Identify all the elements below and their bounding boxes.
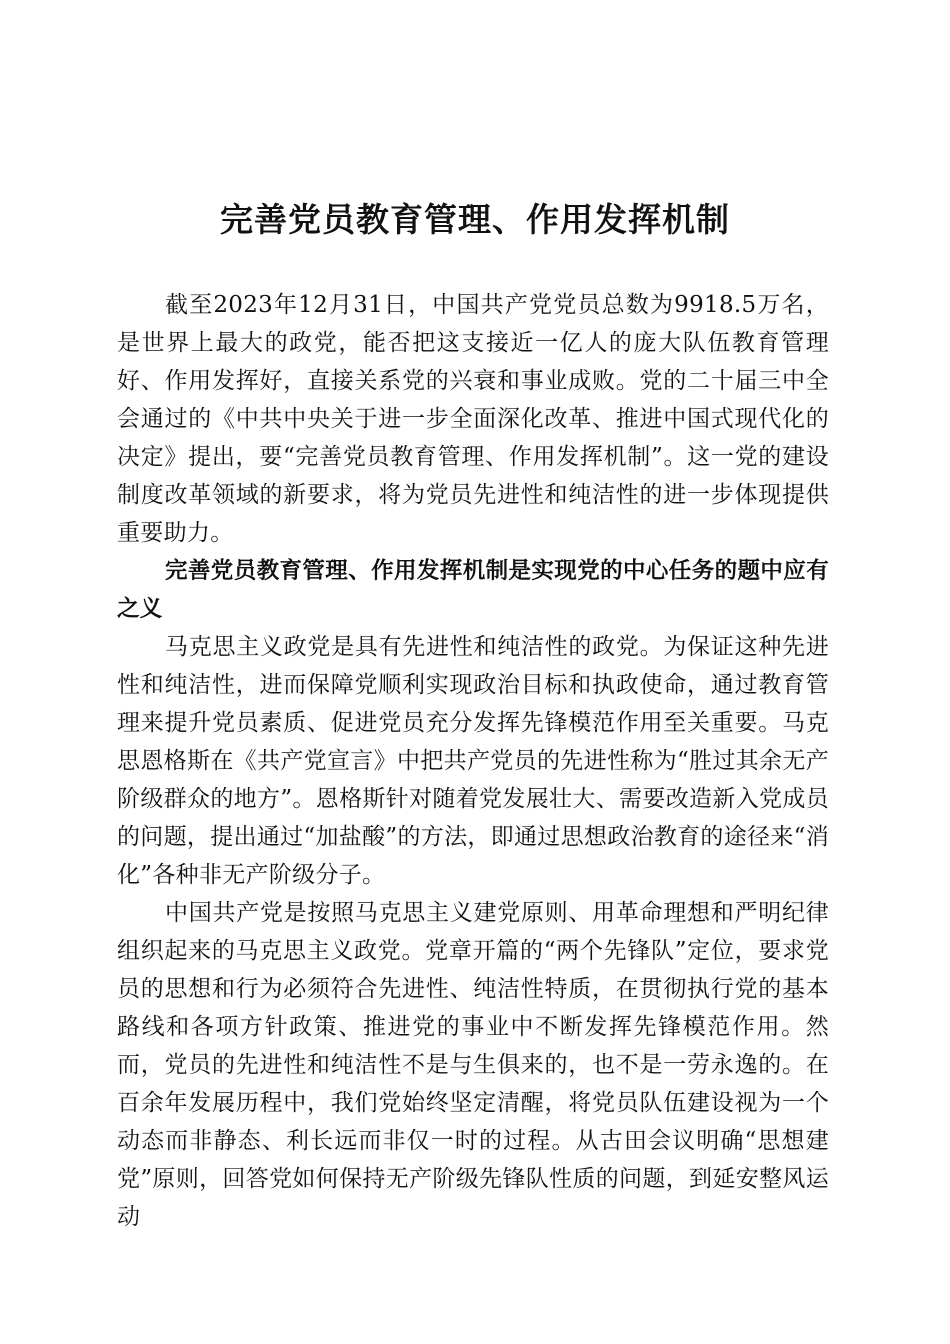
paragraph-marxist-party: 马克思主义政党是具有先进性和纯洁性的政党。为保证这种先进性和纯洁性，进而保障党顺利实现政治目标和执政使命，通过教育管理来提升党员素质、促进党员充分发挥先锋模范作用至关重要。马克思恩格斯在《共产党宣言》中把共产党员的先进性称为“胜过其余无产阶级群众的地方”。恩格斯针对随着党发展壮大、需要改造新入党成员的问题，提出通过“加盐酸”的方法，即通过思想政治教育的途径来“消化”各种非无产阶级分子。	[117, 634, 829, 888]
section-heading: 完善党员教育管理、作用发挥机制是实现党的中心任务的题中应有之义	[117, 558, 829, 622]
document-body	[117, 286, 829, 1236]
paragraph-cpc-history: 中国共产党是按照马克思主义建党原则、用革命理想和严明纪律组织起来的马克思主义政党。党章开篇的“两个先锋队”定位，要求党员的思想和行为必须符合先进性、纯洁性特质，在贯彻执行党的基本路线和各项方针政策、推进党的事业中不断发挥先锋模范作用。然而，党员的先进性和纯洁性不是与生俱来的，也不是一劳永逸的。在百余年发展历程中，我们党始终坚定清醒，将党员队伍建设视为一个动态而非静态、利长远而非仅一时的过程。从古田会议明确“思想建党”原则，回答党如何保持无产阶级先锋队性质的问题，到延安整风运动	[117, 900, 829, 1230]
document-title: 完善党员教育管理、作用发挥机制	[220, 200, 730, 239]
paragraph-intro: 截至2023年12月31日，中国共产党党员总数为9918.5万名，是世界上最大的政党，能否把这支接近一亿人的庞大队伍教育管理好、作用发挥好，直接关系党的兴衰和事业成败。党的二十届三中全会通过的《中共中央关于进一步全面深化改革、推进中国式现代化的决定》提出，要“完善党员教育管理、作用发挥机制”。这一党的建设制度改革领域的新要求，将为党员先进性和纯洁性的进一步体现提供重要助力。	[117, 292, 829, 546]
